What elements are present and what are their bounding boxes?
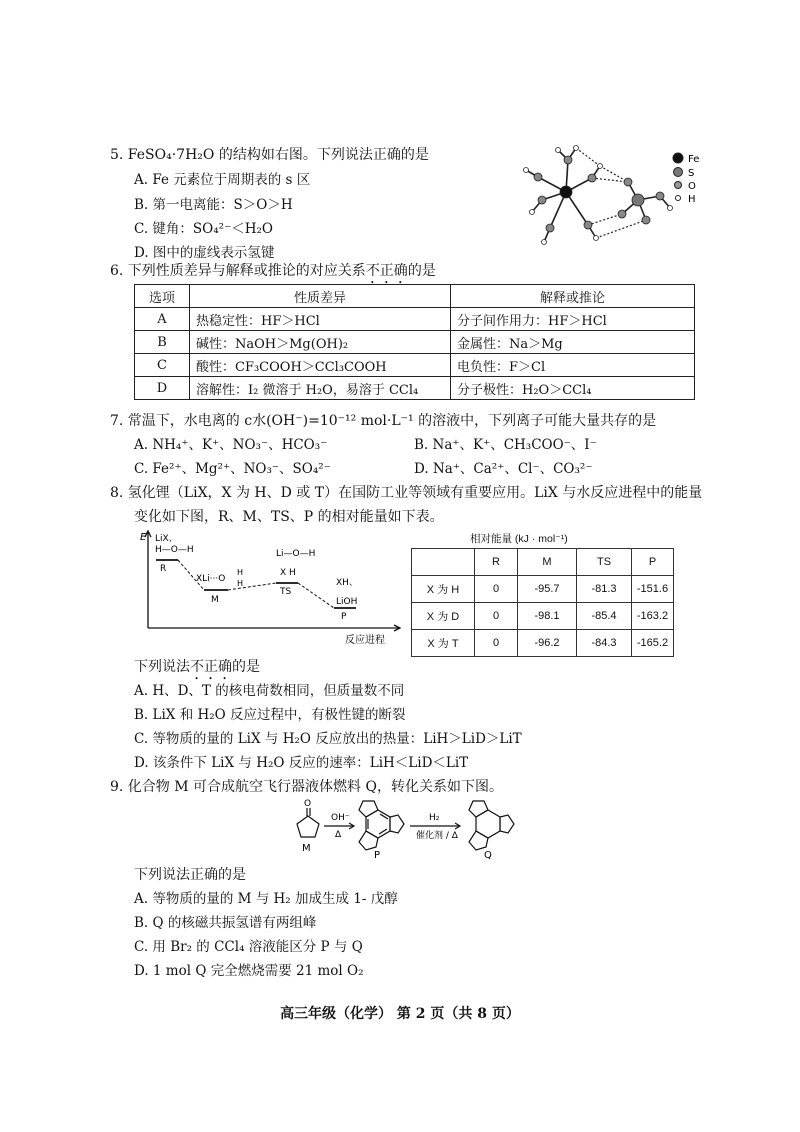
q6-stem: 6. 下列性质差异与解释或推论的对应关系不正确的是 [110, 263, 436, 279]
q5-structure-figure [510, 140, 710, 265]
table-row: C 酸性：CF₃COOH＞CCl₃COOH 电负性：F＞Cl [135, 354, 695, 377]
q8-option-d: D. 该条件下 LiX 与 H₂O 反应的速率：LiH＜LiD＜LiT [134, 755, 469, 771]
m-mid-label: XLi···O [196, 574, 226, 584]
ts-mid-label: X H [280, 568, 296, 578]
q5-option-c: C. 键角：SO₄²⁻＜H₂O [134, 221, 273, 237]
x-axis-label: 反应进程 [345, 635, 385, 646]
ts-top-label: Li—O—H [276, 549, 316, 559]
table-row: X 为 H 0 -95.7 -81.3 -151.6 [412, 576, 674, 603]
q7-option-c: C. Fe²⁺、Mg²⁺、NO₃⁻、SO₄²⁻ [134, 461, 331, 477]
q7-option-a: A. NH₄⁺、K⁺、NO₃⁻、HCO₃⁻ [134, 437, 328, 453]
q9-reaction-scheme [288, 798, 552, 860]
q5-legend [673, 153, 699, 205]
q9-option-b: B. Q 的核磁共振氢谱有两组峰 [134, 915, 317, 931]
q6-header-property: 性质差异 [190, 285, 451, 308]
table-row: X 为 D 0 -98.1 -85.4 -163.2 [412, 603, 674, 630]
ts-label: TS [280, 587, 292, 597]
q8-option-c: C. 等物质的量的 LiX 与 H₂O 反应放出的热量：LiH＞LiD＞LiT [134, 731, 522, 747]
r-top-label: LiX、 [155, 534, 178, 544]
legend-fe: Fe [688, 154, 700, 165]
q5-option-b: B. 第一电离能：S＞O＞H [134, 197, 293, 213]
q9-option-d: D. 1 mol Q 完全燃烧需要 21 mol O₂ [134, 963, 364, 979]
q9-stem: 9. 化合物 M 可合成航空飞行器液体燃料 Q，转化关系如下图。 [110, 779, 503, 795]
q8-table-title: 相对能量 (kJ · mol⁻¹) [470, 533, 568, 545]
m-label: M [211, 595, 219, 605]
q5-option-d: D. 图中的虚线表示氢键 [134, 245, 275, 261]
p-label: P [341, 612, 347, 622]
q8-stem-line1: 8. 氢化锂（LiX，X 为 H、D 或 T）在国防工业等领域有重要应用。LiX 与水反应进程中的能量 [110, 485, 703, 501]
q7-option-b: B. Na⁺、K⁺、CH₃COO⁻、I⁻ [414, 437, 597, 453]
q8-option-b: B. LiX 和 H₂O 反应过程中，有极性键的断裂 [134, 707, 406, 723]
table-row: D 溶解性：I₂ 微溶于 H₂O，易溶于 CCl₄ 分子极性：H₂O＞CCl₄ [135, 377, 695, 400]
arrow2-bottom: 催化剂 / Δ [416, 831, 458, 841]
legend-h: H [688, 194, 696, 205]
m-h2-label: H [237, 579, 244, 588]
table-row: X 为 T 0 -96.2 -84.3 -165.2 [412, 630, 674, 657]
q7-stem: 7. 常温下，水电离的 c水(OH⁻)=10⁻¹² mol·L⁻¹ 的溶液中，下列离子可能大量共存的是 [110, 413, 657, 429]
m-oxygen-label: O [304, 799, 312, 809]
q5-stem: 5. FeSO₄·7H₂O 的结构如右图。下列说法正确的是 [110, 147, 429, 163]
q6-table [134, 284, 695, 400]
q7-option-d: D. Na⁺、Ca²⁺、Cl⁻、CO₃²⁻ [414, 461, 593, 477]
r-mid-label: H—O—H [155, 545, 194, 555]
m-h1-label: H [237, 568, 244, 577]
q9-option-a: A. 等物质的量的 M 与 H₂ 加成生成 1- 戊醇 [134, 891, 398, 907]
p-mid-label: LiOH [336, 597, 358, 607]
legend-o: O [688, 181, 696, 192]
q8-energy-table: R M TS P X 为 H 0 -95.7 -81.3 -151.6 X 为 D 0 -98.1 -85.4 -163.2 X 为 T 0 -96.2 -84.3 -165.2 [411, 548, 674, 657]
q9-substem: 下列说法正确的是 [134, 867, 246, 883]
legend-s: S [688, 168, 695, 179]
molecule-p [359, 801, 404, 850]
page-footer: 高三年级（化学） 第 2 页（共 8 页） [280, 1006, 520, 1022]
p-top-label: XH、 [336, 578, 358, 588]
arrow1-bottom: Δ [335, 830, 342, 840]
q8-stem-line2: 变化如下图，R、M、TS、P 的相对能量如下表。 [134, 509, 444, 525]
q5-option-a: A. Fe 元素位于周期表的 s 区 [134, 172, 311, 188]
p-label: P [374, 850, 381, 860]
q-label: Q [484, 850, 492, 860]
r-label: R [160, 564, 167, 574]
arrow1-top: OH⁻ [331, 813, 350, 823]
molecule-m [297, 808, 319, 837]
q8-option-a: A. H、D、T 的核电荷数相同，但质量数不同 [134, 683, 405, 699]
q9-option-c: C. 用 Br₂ 的 CCl₄ 溶液能区分 P 与 Q [134, 939, 363, 955]
y-axis-label: E [140, 532, 147, 543]
q8-energy-diagram [138, 528, 408, 648]
table-row: A 热稳定性：HF＞HCl 分子间作用力：HF＞HCl [135, 308, 695, 331]
q6-header-explanation: 解释或推论 [451, 285, 695, 308]
q6-header-option: 选项 [135, 285, 190, 308]
q8-substem: 下列说法不正确的是 [134, 659, 260, 675]
arrow2-top: H₂ [429, 813, 440, 823]
m-label: M [302, 843, 311, 854]
table-row: B 碱性：NaOH＞Mg(OH)₂ 金属性：Na＞Mg [135, 331, 695, 354]
molecule-q [469, 801, 514, 850]
